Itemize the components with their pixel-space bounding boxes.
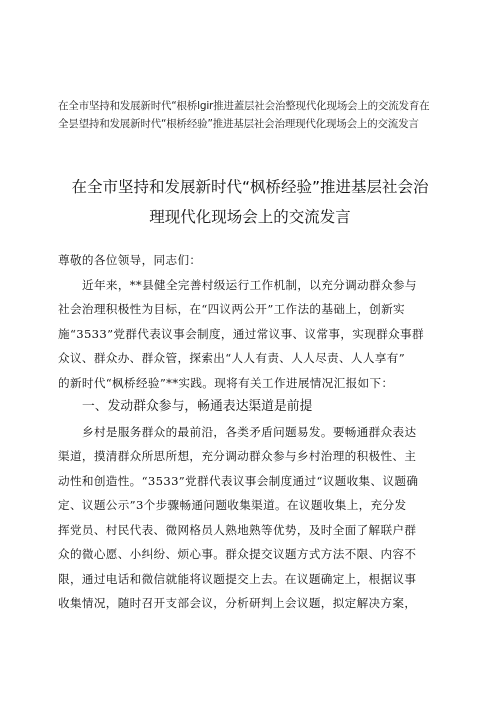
paragraph-line: 收集情况，随时召开支部会议，分析研判上会议题，拟定解决方案， (58, 596, 417, 610)
document-title-line-2: 理现代化现场会上的交流发言 (149, 208, 351, 226)
section-heading: 一、发动群众参与，畅通表达渠道是前提 (82, 399, 313, 414)
paragraph-line: 定、议题公示”3个步骤畅通问题收集渠道。在议题收集上，充分发 (58, 498, 407, 512)
paragraph-line: 社会治理积极性为目标，在“四议两公开”工作法的基础上，创新实 (58, 302, 405, 316)
paragraph-line: 的新时代“枫桥经验”**实践。现将有关工作进展情况汇报如下： (58, 375, 394, 390)
salutation: 尊敬的各位领导，同志们： (58, 253, 202, 267)
paragraph-line: 施“3533”党群代表议事会制度，通过常议事、议常事，实现群众事群 (58, 326, 424, 341)
paragraph-line: 挥党员、村民代表、微网格员人熟地熟等优势，及时全面了解联户群 (58, 522, 417, 537)
header-line-2: 全昙望持和发展新时代“根桥经验”推进基层社会治理现代化现场会上的交流发言 (58, 118, 419, 130)
paragraph-line: 乡村是服务群众的最前沿，各类矛盾问题易发。要畅通群众表达 (82, 424, 417, 439)
paragraph-line: 众的微心愿、小纠纷、烦心事。群众提交议题方式方法不限、内容不 (58, 547, 417, 561)
paragraph-line: 众议、群众办、群众管，探索出“人人有责、人人尽责、人人享有” (58, 351, 405, 365)
document-title-line-1: 在全市坚持和发展新时代“枫桥经验”推进基层社会治 (71, 178, 429, 196)
paragraph-line: 限，通过电话和微信就能将议题提交上去。在议题确定上，根据议事 (58, 571, 417, 586)
paragraph-line: 渠道，摸清群众所思所想，充分调动群众参与乡村治理的积极性、主 (58, 449, 417, 463)
paragraph-line: 近年来，**县健全完善村级运行工作机制，以充分调动群众参与 (82, 277, 417, 292)
document-body (58, 248, 458, 616)
header-line-1: 在全市坚持和发展新时代“根桥lgir推进蓋层社会治整现代化现场会上的交流发育在 (58, 100, 430, 112)
paragraph-line: 动性和创造性。“3533”党群代表议事会制度通过“议题收集、议题确 (58, 473, 419, 488)
